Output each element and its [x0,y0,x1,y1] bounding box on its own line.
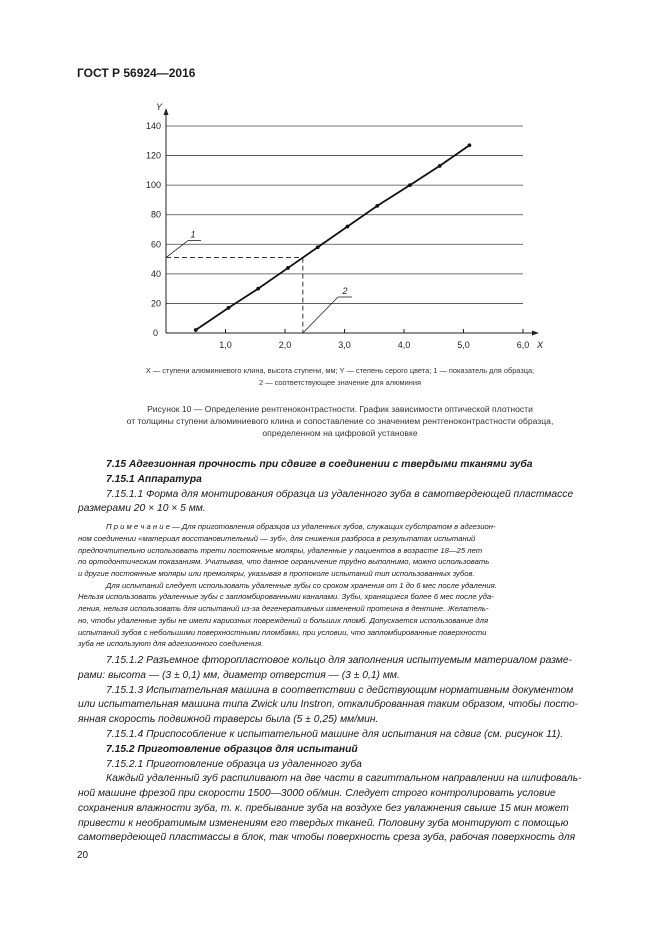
y-tick-label: 40 [150,268,161,279]
figure-caption-line: определенном на цифровой установке [262,428,418,438]
annotation-leader [166,241,188,258]
data-point [194,328,198,332]
data-point [227,306,231,310]
x-tick-label: 4,0 [397,340,411,350]
data-point [438,164,442,168]
figure-legend-line: X — ступени алюминиевого клина, высота ступени, мм; Y — степень серого цвета; 1 — показатель для образца; [145,366,535,375]
paragraph-line: Каждый удаленный зуб распиливают на две части в сагиттальном направлении на шлифоваль- [106,773,582,785]
figure-legend [60,365,620,389]
paragraph-line: 7.15.1.1 Форма для монтирования образца из удаленного зуба в самотвердеющей пластмассе [106,488,574,500]
paragraph-line: или испытательная машина типа Zwick или Instron, откалиброванная таким образом, чтобы посто- [78,699,579,711]
paragraph-line: янная скорость подвижной траверсы была (5 ± 0,25) мм/мин. [78,714,379,726]
note-line: Нельзя использовать удаленные зубы с запломбированными каналами. Зубы, хранящиеся более 6 мес после уда- [78,592,494,602]
paragraph-line: ной машине фрезой при скорости 1500—3000 об/мин. Следует строго контролировать условие [78,788,556,800]
note-line: Для испытаний следует использовать удаленные зубы со сроком хранения от 1 до 6 мес после удаления. [106,580,497,590]
note-block [78,521,612,650]
paragraph-line: привести к необратимым изменениям его твердых тканей. Половину зуба монтируют с помощью [78,817,569,829]
data-point [346,225,350,229]
x-tick-label: 3,0 [338,340,351,350]
note-line: но, чтобы удаленные зубы не имели кариозных повреждений и больших пломб. Допускается использование для [78,615,489,625]
x-tick-label: 2,0 [278,340,292,350]
note-line: П р и м е ч а н и е — Для приготовления образцов из удаленных зубов, служащих субстратом в адгезион- [106,522,496,532]
data-point [256,287,260,291]
figure-legend-line: 2 — соответствующее значение для алюминия [259,378,421,387]
data-point [468,143,472,147]
x-axis-arrow [532,331,539,336]
y-tick-label: 20 [150,298,161,309]
data-point [316,245,320,249]
document-header: ГОСТ Р 56924—2016 [77,66,196,80]
paragraph-line: рами: высота — (3 ± 0,1) мм, диаметр отверстия — (3 ± 0,1) мм. [78,669,400,681]
paragraph-line: 7.15.2.1 Приготовление образца из удаленного зуба [106,758,362,770]
x-tick-label: 5,0 [457,340,470,350]
section-body [78,458,612,846]
data-point [286,266,290,270]
y-axis-arrow [164,108,169,115]
note-line: ления, нельзя использовать для испытаний из-за дегенеративных изменений протеина в дентине. Желатель- [78,604,489,614]
data-point [408,183,412,187]
x-axis-label: X [536,340,544,350]
subsection-heading: 7.15.1 Аппаратура [106,473,202,485]
note-line: ном соединении «материал восстановительный — зуб», для снижения разброса в результатах испытаний [78,533,476,543]
annotation-label: 2 [342,286,348,296]
note-line: по ортодонтическим показаниям. Учитывая, что данное ограничение трудно выполнимо, можно использовать [78,557,490,567]
y-tick-label: 120 [145,150,161,161]
paragraph-line: 7.15.1.4 Приспособление к испытательной машине для испытания на сдвиг (см. рисунок 11). [106,728,564,740]
paragraph-line: самотвердеющей пластмассы в блок, так чтобы поверхность среза зуба, рабочая поверхность для [78,832,576,844]
data-point [375,204,379,208]
y-tick-label: 60 [150,239,161,250]
section-heading: 7.15 Адгезионная прочность при сдвиге в соединении с твердыми тканями зуба [106,459,533,470]
note-line: предпочтительно использовать трети постоянные моляры, удаленные у пациентов в возрасте 18—25 лет [78,545,483,555]
page-number: 20 [77,850,89,861]
paragraph-line: 7.15.1.3 Испытательная машина в соответствии с действующим нормативным документом [106,684,574,696]
annotation-label: 1 [190,229,196,240]
note-line: и другие постоянные моляры или премоляры, указывая в протоколе испытаний тип использованных зубов. [78,569,475,578]
radiopacity-chart [0,0,661,400]
paragraph-line: 7.15.1.2 Разъемное фторопластовое кольцо для заполнения испытуемым материалом разме- [106,654,573,666]
figure-caption [60,403,620,439]
subsection-heading: 7.15.2 Приготовление образцов для испытаний [106,743,358,755]
y-tick-label: 100 [145,180,161,191]
x-tick-label: 6,0 [516,340,530,350]
y-tick-label: 140 [145,121,161,131]
annotation-leader [303,297,338,333]
y-axis-label: Y [155,102,163,112]
note-line: испытаний зубов с небольшими поверхностными пломбами, при условии, что запломбированные поверхности [78,627,487,637]
origin-label: 0 [152,328,158,338]
paragraph-line: размерами 20 × 10 × 5 мм. [78,503,206,515]
x-tick-label: 1,0 [219,340,232,350]
figure-caption-line: Рисунок 10 — Определение рентгеноконтрастности. График зависимости оптической плотности [147,404,533,414]
figure-caption-line: от толщины ступени алюминиевого клина и сопоставление со значением рентгеноконтрастности образца, [126,416,554,426]
y-tick-label: 80 [150,209,161,220]
note-line: зуба не используют для адгезионного соединения. [78,639,264,649]
paragraph-line: сохранения влажности зуба, т. к. пребывание зуба на воздухе без увлажнения свыше 15 мин может [78,802,569,814]
